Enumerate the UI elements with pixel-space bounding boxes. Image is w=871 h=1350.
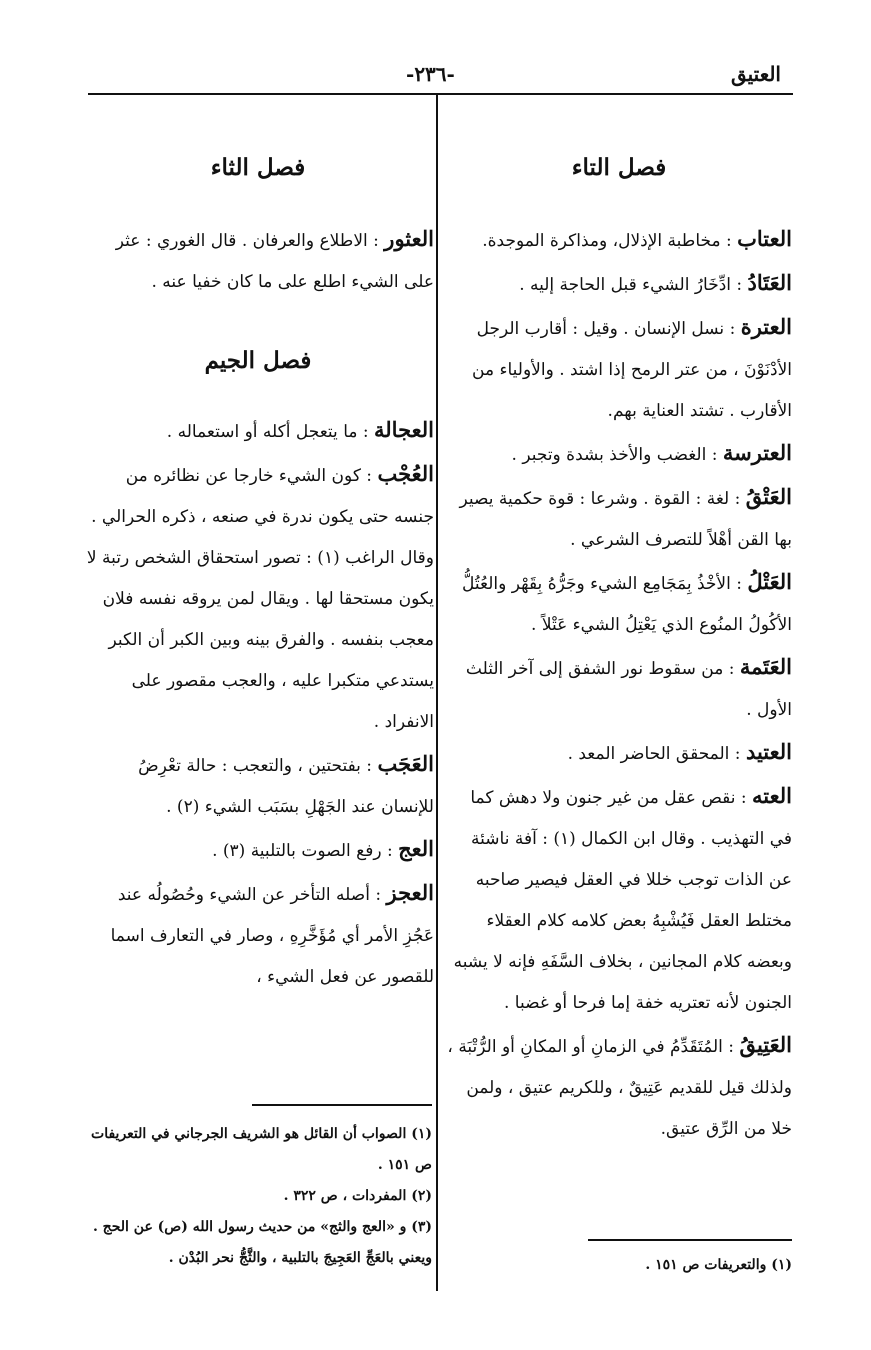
dictionary-entry [446, 476, 792, 561]
entry-headword: العُجْب [377, 461, 434, 486]
entry-headword: العترسة [722, 440, 792, 465]
entry-headword: العجالة [374, 417, 434, 442]
dictionary-entry [82, 218, 434, 303]
entry-definition: : المُتَقَدِّمُ في الزمانِ أو المكانِ أو الرُّتْبَة ، ولذلك قيل للقديم عَتِيقٌ ، وللكريم عتيق ، ولمن خلا من الرِّق عتيق. [447, 1037, 792, 1139]
dictionary-entry [446, 775, 792, 1024]
header-rule [88, 93, 793, 95]
page-number: -٢٣٦- [406, 62, 455, 86]
dictionary-entry [82, 409, 434, 453]
entry-definition: : ادِّخَارُ الشيء قبل الحاجة إليه . [519, 275, 748, 295]
entry-definition: : ما يتعجل أكله أو استعماله . [166, 422, 375, 442]
entry-headword: العترة [740, 314, 792, 339]
left-entries-2 [82, 409, 434, 998]
footnote: (١) والتعريفات ص ١٥١ . [645, 1257, 792, 1273]
dictionary-entry [446, 306, 792, 432]
dictionary-entry [446, 1024, 792, 1150]
entry-definition: : مخاطبة الإذلال، ومذاكرة الموجدة. [482, 231, 738, 251]
entry-definition: : المحقق الحاضر المعد . [567, 744, 746, 764]
dictionary-entry [82, 872, 434, 998]
entry-headword: العج [398, 836, 434, 861]
entry-definition: : الأخْذُ بِمَجَامِع الشيء وجَرُّهُ بِقَهْر والعُتُلُّ الأكُولُ المنُوع الذي يَعْتِلُ الشيء عَتْلاً . [462, 574, 792, 635]
entry-definition: : رفع الصوت بالتلبية (٣) . [212, 841, 399, 861]
entry-definition: : أصله التأخر عن الشيء وحُصُولُه عند عَجُزِ الأمر أي مُؤَخَّرِهِ ، وصار في التعارف اسما للقصور عن فعل الشيء ، [110, 885, 434, 987]
running-head [88, 62, 793, 92]
footnote: (١) الصواب أن القائل هو الشريف الجرجاني في التعريفات ص ١٥١ . [91, 1126, 432, 1173]
entry-headword: العَتَادُ [747, 270, 792, 295]
dictionary-entry [82, 453, 434, 743]
entry-headword: العَتْلُ [747, 569, 792, 594]
entry-definition: : نسل الإنسان . وقيل : أقارب الرجل الأدْنَوْنَ ، من عتر الرمح إذا اشتد . والأولياء من الأقارب . تشتد العناية بهم. [472, 319, 792, 421]
entry-headword: العتاب [737, 226, 792, 251]
entry-definition: : نقص عقل من غير جنون ولا دهش كما في التهذيب . وقال ابن الكمال (١) : آفة ناشئة عن الذات توجب خللا في العقل فيصير صاحبه مختلط العقل فَيُشْبِهُ بعض كلامه كلام العقلاء وبعضه كلام المجانين ، بخلاف السَّفَهِ فإنه لا يشبه الجنون لأنه تعتريه خفة إما فرحا أو غضبا . [453, 788, 792, 1013]
entry-headword: العَتْقُ [745, 484, 792, 509]
column-divider [436, 95, 438, 1291]
footnote-rule-right [588, 1239, 792, 1241]
section-title-taa: فصل التاء [571, 154, 667, 181]
dictionary-entry [446, 262, 792, 306]
section-title-jeem: فصل الجيم [204, 347, 312, 374]
entry-headword: العَتَمة [739, 654, 792, 679]
entry-definition: : كون الشيء خارجا عن نظائره من جنسه حتى يكون ندرة في صنعه ، ذكره الحرالي . وقال الراغب (١) : تصور استحقاق الشخص رتبة لا يكون مستحقا لها . ويقال لمن يروقه نفسه فلان معجب بنفسه . والفرق بينه وبين الكبر أن الكبر يستدعي متكبرا عليه ، والعجب مقصور على الانفراد . [86, 466, 434, 732]
dictionary-entry [446, 646, 792, 731]
footnote: (٣) و «العج والثج» من حديث رسول الله (ص) عن الحج . ويعني بالعَجِّ العَجِيجَ بالتلبية ، والثَّجُّ نحر البُدْن . [92, 1219, 432, 1266]
right-column [446, 138, 792, 1150]
right-entries [446, 218, 792, 1150]
entry-definition: : لغة : القوة . وشرعا : قوة حكمية يصير بها القن أهْلاً للتصرف الشرعي . [459, 489, 792, 550]
dictionary-entry [446, 731, 792, 775]
entry-headword: العته [752, 783, 792, 808]
entry-definition: : بفتحتين ، والتعجب : حالة تعْرِضُ للإنسان عند الجَهْلِ بسَبَب الشيء (٢) . [138, 756, 434, 817]
entry-headword: العَجَب [377, 751, 434, 776]
section-title-thaa: فصل الثاء [210, 154, 306, 181]
dictionary-entry [82, 743, 434, 828]
entry-definition: : الاطلاع والعرفان . قال الغوري : عثر على الشيء اطلع على ما كان خفيا عنه . [115, 231, 434, 292]
entry-headword: العتيد [745, 739, 792, 764]
dictionary-entry [446, 218, 792, 262]
dictionary-entry [446, 561, 792, 646]
dictionary-entry [82, 828, 434, 872]
dictionary-entry [446, 432, 792, 476]
footnote: (٢) المفردات ، ص ٣٢٢ . [283, 1188, 432, 1204]
entry-definition: : من سقوط نور الشفق إلى آخر الثلث الأول . [465, 659, 792, 720]
footnotes-left [82, 1119, 432, 1274]
entry-headword: العجز [386, 880, 434, 905]
entry-headword: العثور [384, 226, 434, 251]
running-head-word: العتيق [730, 62, 781, 86]
entry-headword: العَتِيقُ [739, 1032, 792, 1057]
footnote-rule-left [252, 1104, 432, 1106]
left-column [82, 138, 434, 998]
entry-definition: : الغضب والأخذ بشدة وتجبر . [511, 445, 723, 465]
footnotes-right [446, 1250, 792, 1281]
left-entries-1 [82, 218, 434, 303]
